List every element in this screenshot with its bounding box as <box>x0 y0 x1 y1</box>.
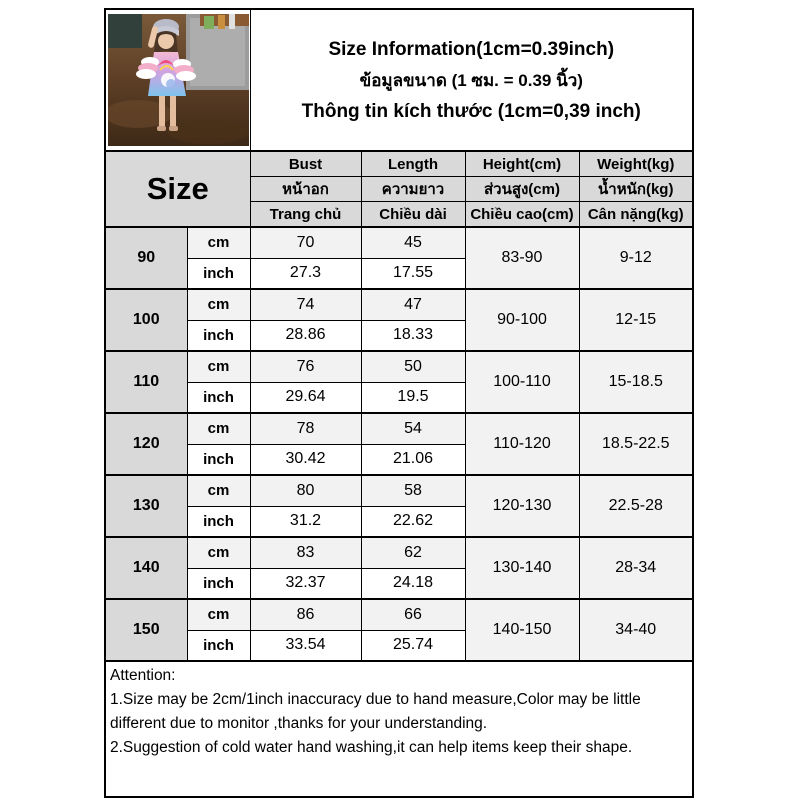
title-english: Size Information(1cm=0.39inch) <box>328 38 615 60</box>
length-cm-value: 58 <box>361 475 465 506</box>
unit-label-cm: cm <box>187 537 250 568</box>
table-row-size-140-cm <box>105 537 693 568</box>
weight-range-value: 12-15 <box>579 289 693 351</box>
length-inch-value: 24.18 <box>361 568 465 599</box>
size-value: 90 <box>105 227 187 289</box>
table-row-size-130-cm <box>105 475 693 506</box>
col-header-length-en: Length <box>361 151 465 177</box>
size-value: 140 <box>105 537 187 599</box>
size-header-label: Size <box>105 151 250 227</box>
table-row-size-100-cm <box>105 289 693 320</box>
title-vietnamese: Thông tin kích thước (1cm=0,39 inch) <box>301 100 641 122</box>
weight-range-value: 9-12 <box>579 227 693 289</box>
bust-cm-value: 80 <box>250 475 361 506</box>
bust-cm-value: 86 <box>250 599 361 630</box>
length-cm-value: 66 <box>361 599 465 630</box>
bust-inch-value: 27.3 <box>250 258 361 289</box>
attention-row <box>105 661 693 797</box>
size-value: 110 <box>105 351 187 413</box>
col-header-length-vi: Chiều dài <box>361 202 465 228</box>
length-cm-value: 62 <box>361 537 465 568</box>
col-header-height-vi: Chiều cao(cm) <box>465 202 579 228</box>
bust-cm-value: 76 <box>250 351 361 382</box>
col-header-height-th: ส่วนสูง(cm) <box>465 177 579 202</box>
height-range-value: 90-100 <box>465 289 579 351</box>
bust-inch-value: 33.54 <box>250 630 361 661</box>
unit-label-cm: cm <box>187 227 250 258</box>
length-inch-value: 21.06 <box>361 444 465 475</box>
length-cm-value: 45 <box>361 227 465 258</box>
title-cell <box>250 9 693 151</box>
unit-label-inch: inch <box>187 320 250 351</box>
length-inch-value: 25.74 <box>361 630 465 661</box>
bust-inch-value: 28.86 <box>250 320 361 351</box>
height-range-value: 83-90 <box>465 227 579 289</box>
header-banner-row <box>105 9 693 151</box>
height-range-value: 100-110 <box>465 351 579 413</box>
length-inch-value: 19.5 <box>361 382 465 413</box>
col-header-height-en: Height(cm) <box>465 151 579 177</box>
weight-range-value: 34-40 <box>579 599 693 661</box>
table-row-size-150-cm <box>105 599 693 630</box>
product-photo-cell <box>105 9 250 151</box>
length-cm-value: 54 <box>361 413 465 444</box>
size-chart-sheet <box>104 8 694 798</box>
col-header-weight-en: Weight(kg) <box>579 151 693 177</box>
length-inch-value: 18.33 <box>361 320 465 351</box>
bust-cm-value: 83 <box>250 537 361 568</box>
col-header-weight-vi: Cân nặng(kg) <box>579 202 693 228</box>
height-range-value: 140-150 <box>465 599 579 661</box>
height-range-value: 120-130 <box>465 475 579 537</box>
unit-label-cm: cm <box>187 351 250 382</box>
attention-note <box>105 661 693 797</box>
bust-inch-value: 29.64 <box>250 382 361 413</box>
size-value: 120 <box>105 413 187 475</box>
col-header-bust-vi: Trang chủ <box>250 202 361 228</box>
length-inch-value: 22.62 <box>361 506 465 537</box>
size-value: 150 <box>105 599 187 661</box>
size-value: 130 <box>105 475 187 537</box>
bust-inch-value: 31.2 <box>250 506 361 537</box>
unit-label-cm: cm <box>187 413 250 444</box>
weight-range-value: 22.5-28 <box>579 475 693 537</box>
unit-label-cm: cm <box>187 289 250 320</box>
col-header-bust-en: Bust <box>250 151 361 177</box>
unit-label-inch: inch <box>187 258 250 289</box>
product-photo-girl-dress-image <box>108 14 249 146</box>
weight-range-value: 15-18.5 <box>579 351 693 413</box>
size-chart-table <box>104 8 694 798</box>
unit-label-inch: inch <box>187 630 250 661</box>
unit-label-inch: inch <box>187 382 250 413</box>
unit-label-inch: inch <box>187 444 250 475</box>
size-value: 100 <box>105 289 187 351</box>
bust-cm-value: 74 <box>250 289 361 320</box>
col-header-length-th: ความยาว <box>361 177 465 202</box>
height-range-value: 110-120 <box>465 413 579 475</box>
weight-range-value: 18.5-22.5 <box>579 413 693 475</box>
table-row-size-120-cm <box>105 413 693 444</box>
length-cm-value: 47 <box>361 289 465 320</box>
bust-cm-value: 70 <box>250 227 361 258</box>
table-row-size-90-cm <box>105 227 693 258</box>
table-row-size-110-cm <box>105 351 693 382</box>
attention-line-2: 2.Suggestion of cold water hand washing,it can help items keep their shape. <box>110 739 633 756</box>
title-thai: ข้อมูลขนาด (1 ซม. = 0.39 นิ้ว) <box>359 70 583 90</box>
bust-inch-value: 32.37 <box>250 568 361 599</box>
weight-range-value: 28-34 <box>579 537 693 599</box>
unit-label-cm: cm <box>187 475 250 506</box>
length-cm-value: 50 <box>361 351 465 382</box>
column-header-row-en <box>105 151 693 177</box>
col-header-weight-th: น้ำหนัก(kg) <box>579 177 693 202</box>
length-inch-value: 17.55 <box>361 258 465 289</box>
bust-cm-value: 78 <box>250 413 361 444</box>
unit-label-inch: inch <box>187 506 250 537</box>
bust-inch-value: 30.42 <box>250 444 361 475</box>
attention-line-1: 1.Size may be 2cm/1inch inaccuracy due to hand measure,Color may be little different due to monitor ,thanks for your understanding. <box>110 691 641 732</box>
height-range-value: 130-140 <box>465 537 579 599</box>
attention-heading: Attention: <box>110 667 176 684</box>
col-header-bust-th: หน้าอก <box>250 177 361 202</box>
unit-label-inch: inch <box>187 568 250 599</box>
unit-label-cm: cm <box>187 599 250 630</box>
